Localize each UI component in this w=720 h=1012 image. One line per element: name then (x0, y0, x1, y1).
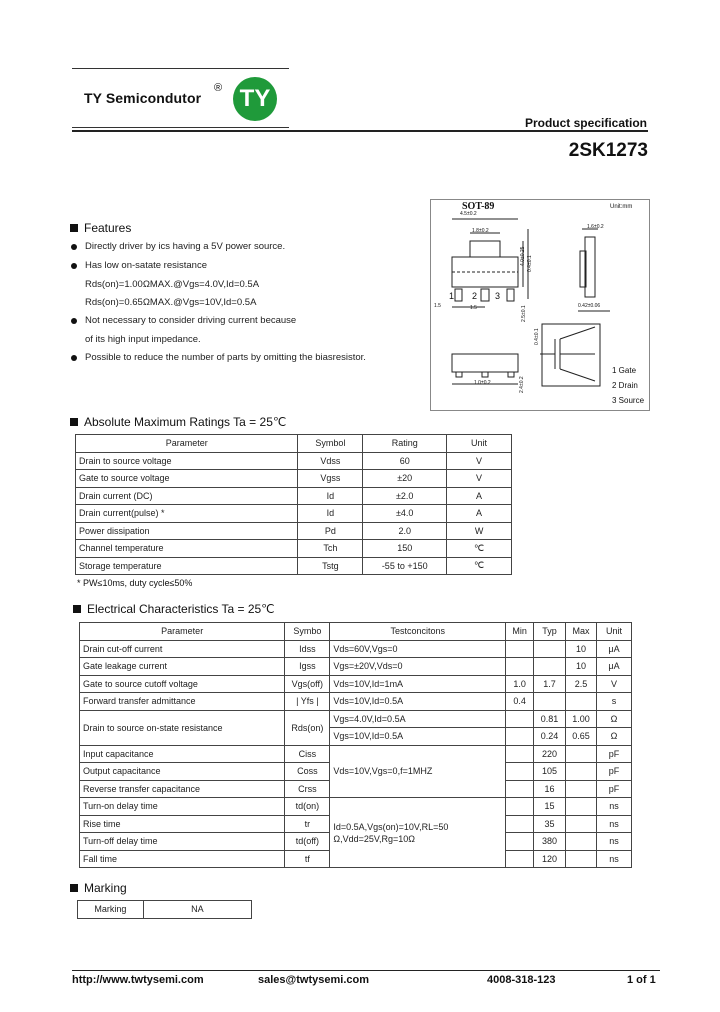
cell: 1.0 (506, 675, 534, 693)
cell: Id (298, 505, 363, 523)
cell: Drain to source on-state resistance (80, 710, 285, 745)
feature-item: Directly driver by ics having a 5V power source. (85, 241, 285, 252)
cell: 380 (534, 833, 566, 851)
cell: Id (298, 487, 363, 505)
switching-conditions: Id=0.5A,Vgs(on)=10V,RL=50 (333, 821, 449, 832)
cell: 15 (534, 798, 566, 816)
feature-sub: of its high input impedance. (85, 334, 201, 345)
cell: 220 (534, 745, 566, 763)
cell: V (447, 452, 512, 470)
cell: -55 to +150 (363, 557, 447, 575)
cell: 0.81 (534, 710, 566, 728)
cell: Crss (285, 780, 330, 798)
footer-email-link[interactable]: sales@twtysemi.com (258, 974, 369, 986)
cell: ns (597, 798, 632, 816)
cell: Pd (298, 522, 363, 540)
registered-mark: ® (214, 82, 223, 94)
cell: pF (597, 763, 632, 781)
col-header: Parameter (80, 623, 285, 641)
cell: Drain cut-off current (80, 640, 285, 658)
cell: Forward transfer admittance (80, 693, 285, 711)
square-bullet-icon (70, 224, 78, 232)
table-header-row (76, 435, 512, 453)
cell: 2.0 (363, 522, 447, 540)
dimension-label: 1.0±0.2 (474, 380, 491, 386)
cell: Reverse transfer capacitance (80, 780, 285, 798)
cell: Drain current (DC) (76, 487, 298, 505)
cell: 0.24 (534, 728, 566, 746)
cell: μA (597, 640, 632, 658)
cell: Gate leakage current (80, 658, 285, 676)
col-header: Symbol (298, 435, 363, 453)
cell: pF (597, 780, 632, 798)
cell (566, 693, 597, 711)
col-header: Typ (534, 623, 566, 641)
cell: | Yfs | (285, 693, 330, 711)
cell: ±4.0 (363, 505, 447, 523)
cell: ℃ (447, 557, 512, 575)
cell: td(off) (285, 833, 330, 851)
abs-ratings-heading: Absolute Maximum Ratings Ta = 25℃ (70, 415, 286, 429)
cell: Vgs(off) (285, 675, 330, 693)
cell: Fall time (80, 850, 285, 868)
switching-conditions: Ω,Vdd=25V,Rg=10Ω (333, 833, 416, 844)
cell: 16 (534, 780, 566, 798)
cell: Storage temperature (76, 557, 298, 575)
bullet-icon (71, 263, 77, 269)
cell (566, 763, 597, 781)
cell: 10 (566, 640, 597, 658)
footer-url-link[interactable]: http://www.twtysemi.com (72, 974, 204, 986)
cell (506, 728, 534, 746)
table-row (80, 710, 632, 728)
cell (566, 798, 597, 816)
table-row (80, 693, 632, 711)
cell (506, 815, 534, 833)
cell: Ω (597, 710, 632, 728)
cell: Ciss (285, 745, 330, 763)
cell: Ω (597, 728, 632, 746)
cell: Vds=10V,Vgs=0,f=1MHZ (330, 745, 506, 798)
cell (506, 850, 534, 868)
col-header: Unit (447, 435, 512, 453)
dimension-label: 1.5 (470, 305, 477, 311)
pin-label-source: 3 Source (612, 396, 645, 405)
dimension-label: 4.5±0.2 (460, 211, 477, 217)
cell (506, 658, 534, 676)
table-row (80, 640, 632, 658)
dimension-label: 2.4±0.2 (519, 376, 525, 393)
table-row (76, 540, 512, 558)
cell: ℃ (447, 540, 512, 558)
cell (506, 780, 534, 798)
table-row (80, 798, 632, 816)
cell (506, 745, 534, 763)
cell: 10 (566, 658, 597, 676)
cell: 150 (363, 540, 447, 558)
cell (534, 658, 566, 676)
pin-number: 3 (495, 291, 501, 301)
cell: Turn-off delay time (80, 833, 285, 851)
cell: ±20 (363, 470, 447, 488)
cell (566, 815, 597, 833)
cell: ±2.0 (363, 487, 447, 505)
dimension-label: 1.6±0.2 (587, 224, 604, 230)
cell: Coss (285, 763, 330, 781)
cell: Tch (298, 540, 363, 558)
square-bullet-icon (70, 418, 78, 426)
pin-number: 1 (449, 291, 455, 301)
cell: V (447, 470, 512, 488)
pin-label-drain: 2 Drain (612, 381, 638, 390)
cell: W (447, 522, 512, 540)
cell: μA (597, 658, 632, 676)
cell: A (447, 505, 512, 523)
col-header: Min (506, 623, 534, 641)
cell: Gate to source voltage (76, 470, 298, 488)
dimension-label: 1.5 (434, 303, 441, 309)
package-name: SOT-89 (462, 201, 495, 212)
table-row (76, 522, 512, 540)
cell (506, 640, 534, 658)
cell: tr (285, 815, 330, 833)
cell: ns (597, 833, 632, 851)
cell: Channel temperature (76, 540, 298, 558)
cell: Vdss (298, 452, 363, 470)
cell (506, 798, 534, 816)
feature-sub: Rds(on)=1.00ΩMAX.@Vgs=4.0V,Id=0.5A (85, 279, 260, 290)
cell: 35 (534, 815, 566, 833)
package-outline-svg (430, 199, 648, 409)
cell: ns (597, 850, 632, 868)
package-unit: Unit:mm (610, 204, 633, 210)
table-row (76, 470, 512, 488)
dimension-label: 2.5±0.1 (521, 305, 527, 322)
table-row (76, 487, 512, 505)
col-header: Rating (363, 435, 447, 453)
square-bullet-icon (73, 605, 81, 613)
feature-sub: Rds(on)=0.65ΩMAX.@Vgs=10V,Id=0.5A (85, 297, 257, 308)
features-heading: Features (70, 221, 131, 235)
cell: Rds(on) (285, 710, 330, 745)
cell (566, 780, 597, 798)
cell: 120 (534, 850, 566, 868)
cell (534, 640, 566, 658)
cell: Marking (78, 901, 144, 919)
feature-item: Has low on-satate resistance (85, 260, 207, 271)
cell: Vgs=4.0V,Id=0.5A (330, 710, 506, 728)
cell (506, 710, 534, 728)
table-row (80, 745, 632, 763)
cell: td(on) (285, 798, 330, 816)
table-row (76, 557, 512, 575)
table-row (76, 452, 512, 470)
cell: 0.4 (506, 693, 534, 711)
cell: Gate to source cutoff voltage (80, 675, 285, 693)
cell: Output capacitance (80, 763, 285, 781)
dimension-label: 0.4±0.1 (534, 328, 540, 345)
col-header: Max (566, 623, 597, 641)
pin-label-gate: 1 Gate (612, 366, 637, 375)
cell (506, 763, 534, 781)
table-row (80, 658, 632, 676)
cell: s (597, 693, 632, 711)
brand-logo-icon: TY (233, 77, 277, 121)
cell: tf (285, 850, 330, 868)
cell: Drain current(pulse) * (76, 505, 298, 523)
cell: Rise time (80, 815, 285, 833)
cell: Drain to source voltage (76, 452, 298, 470)
pin-number: 2 (472, 291, 478, 301)
cell: Vgs=±20V,Vds=0 (330, 658, 506, 676)
elec-table (79, 622, 632, 868)
cell: 1.00 (566, 710, 597, 728)
cell: Input capacitance (80, 745, 285, 763)
dimension-label: 4.0±0.25 (520, 246, 526, 266)
bullet-icon (71, 318, 77, 324)
table-row (80, 675, 632, 693)
footer-phone: 4008-318-123 (487, 974, 556, 986)
cell (566, 850, 597, 868)
cell: Vgs=10V,Id=0.5A (330, 728, 506, 746)
part-number: 2SK1273 (568, 140, 648, 161)
cell: A (447, 487, 512, 505)
cell: pF (597, 745, 632, 763)
cell: Idss (285, 640, 330, 658)
cell: NA (143, 901, 251, 919)
square-bullet-icon (70, 884, 78, 892)
dimension-label: 0.42±0.06 (578, 303, 601, 309)
cell: Vds=10V,Id=0.5A (330, 693, 506, 711)
pulse-note: * PW≤10ms, duty cycle≤50% (77, 578, 193, 588)
cell: 1.7 (534, 675, 566, 693)
cell (330, 798, 506, 868)
header-divider (72, 130, 648, 132)
cell: Power dissipation (76, 522, 298, 540)
abs-ratings-table (75, 434, 512, 575)
cell: 0.65 (566, 728, 597, 746)
dimension-label: 1.8±0.2 (472, 228, 489, 234)
cell (566, 833, 597, 851)
cell: V (597, 675, 632, 693)
cell (534, 693, 566, 711)
cell: Igss (285, 658, 330, 676)
brand-name: TY Semicondutor (84, 90, 202, 106)
footer-page: 1 of 1 (627, 974, 656, 986)
feature-item: Not necessary to consider driving current because (85, 315, 296, 326)
col-header: Parameter (76, 435, 298, 453)
elec-heading: Electrical Characteristics Ta = 25℃ (73, 602, 275, 616)
cell: ns (597, 815, 632, 833)
marking-table (77, 900, 252, 919)
doc-type: Product specification (524, 116, 647, 130)
cell: 2.5 (566, 675, 597, 693)
cell: Tstg (298, 557, 363, 575)
table-row (78, 901, 252, 919)
cell: Vds=10V,Id=1mA (330, 675, 506, 693)
cell (566, 745, 597, 763)
cell: Turn-on delay time (80, 798, 285, 816)
bullet-icon (71, 355, 77, 361)
cell (506, 833, 534, 851)
table-row (76, 505, 512, 523)
feature-item: Possible to reduce the number of parts by omitting the biasresistor. (85, 352, 366, 363)
dimension-label: 0.4±0.1 (527, 255, 533, 272)
cell: 105 (534, 763, 566, 781)
marking-heading: Marking (70, 881, 127, 895)
cell: Vgss (298, 470, 363, 488)
footer-divider (72, 970, 660, 971)
table-header-row (80, 623, 632, 641)
cell: 60 (363, 452, 447, 470)
col-header: Testconcitons (330, 623, 506, 641)
col-header: Symbo (285, 623, 330, 641)
bullet-icon (71, 244, 77, 250)
cell: Vds=60V,Vgs=0 (330, 640, 506, 658)
col-header: Unit (597, 623, 632, 641)
